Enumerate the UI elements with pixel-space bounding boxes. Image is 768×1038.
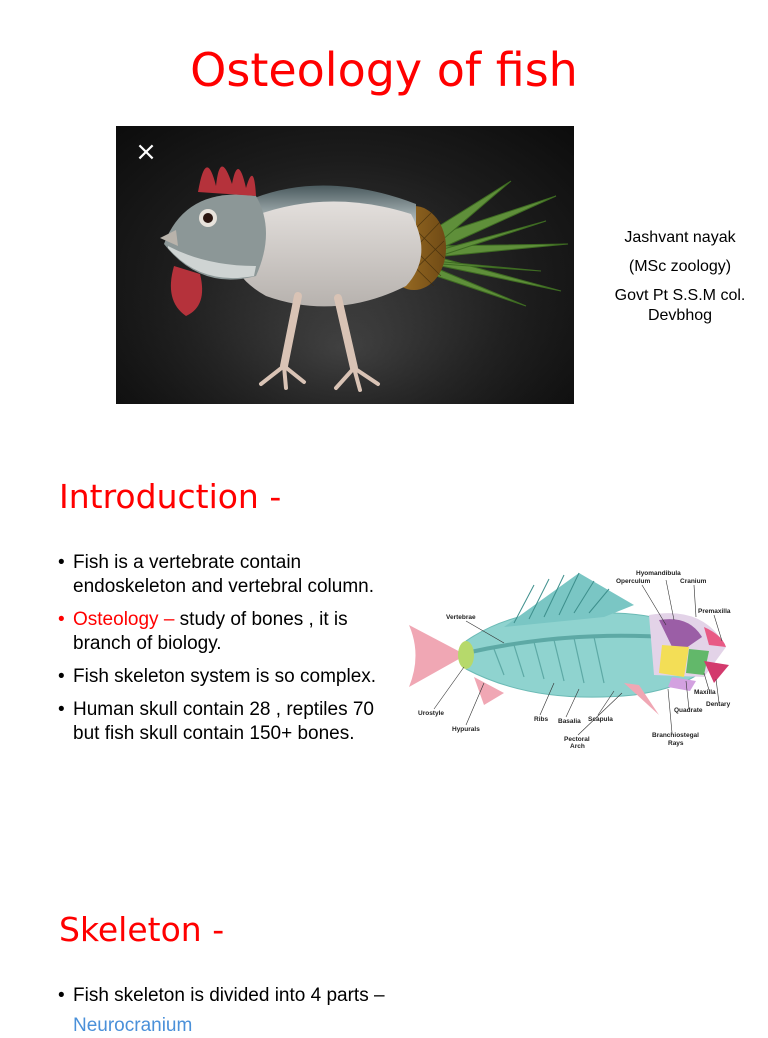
fish-chicken-pineapple-illustration [116,126,574,404]
label-arch: Arch [570,743,585,750]
list-item [58,551,396,599]
bullet-text: Human skull contain 28 , reptiles 70 but fish skull contain 150+ bones. [73,699,374,744]
slide-title: Osteology of fish [190,43,578,97]
label-hypurals: Hypurals [452,726,480,733]
label-hyomandibula: Hyomandibula [636,570,681,577]
bullet-glyph: • [58,985,65,1006]
label-pectoral: Pectoral [564,736,590,743]
list-item [58,698,396,746]
introduction-bullet-list [58,551,396,755]
close-icon[interactable]: × [135,137,157,167]
bullet-text: study of bones , it is branch of biology. [73,609,348,654]
cover-image [116,126,574,404]
label-operculum: Operculum [616,578,651,585]
label-maxilla: Maxilla [694,689,716,696]
label-ribs: Ribs [534,716,549,723]
author-name: Jashvant nayak [624,229,736,246]
list-item [58,608,396,656]
introduction-heading: Introduction - [59,477,282,516]
label-urostyle: Urostyle [418,710,445,717]
bullet-glyph: • [58,552,65,573]
skeleton-heading: Skeleton - [59,910,225,949]
bullet-text: Fish is a vertebrate contain endoskeleton and vertebral column. [73,552,375,597]
label-vertebrae: Vertebrae [446,614,476,621]
bullet-glyph: • [58,666,65,687]
list-item [58,984,458,1008]
bullet-text: Fish skeleton system is so complex. [73,666,377,687]
bullet-lead-term: Osteology – [73,609,180,630]
partial-bullet-text: Neurocranium [73,1015,193,1036]
skeleton-bullet-list [58,984,458,1017]
list-item [58,665,396,689]
label-dentary: Dentary [706,701,731,708]
label-basalia: Basalia [558,718,581,725]
bullet-text: Fish skeleton is divided into 4 parts – [73,985,385,1006]
label-branchiostegal: Branchiostegal [652,732,699,739]
author-college-line1: Govt Pt S.S.M col. [614,287,746,304]
label-cranium: Cranium [680,578,707,585]
author-college-line2: Devbhog [647,307,713,324]
label-quadrate: Quadrate [674,707,703,714]
bullet-glyph: • [58,609,65,630]
label-scapula: Scapula [588,716,613,723]
label-premaxilla: Premaxilla [698,608,731,615]
fish-skeleton-diagram [404,565,740,750]
label-rays: Rays [668,740,684,747]
bullet-glyph: • [58,699,65,720]
author-block [592,228,768,326]
author-degree: (MSc zoology) [628,258,732,275]
